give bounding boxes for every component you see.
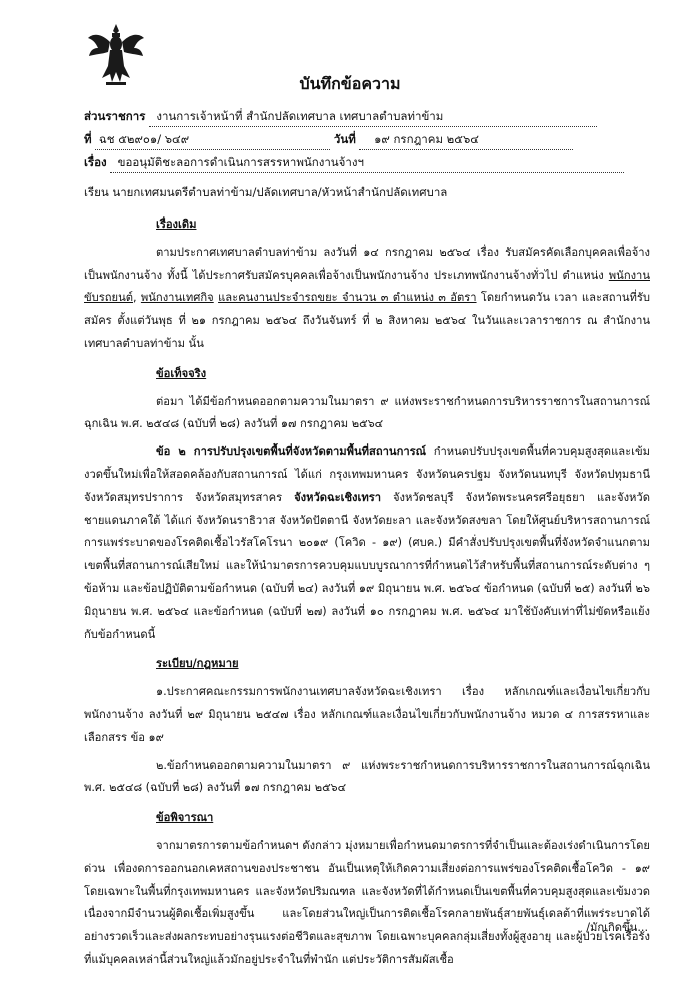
date-value: ๑๙ กรกฎาคม ๒๕๖๔	[359, 131, 573, 150]
agency-label: ส่วนราชการ	[84, 109, 146, 123]
memo-title: บันทึกข้อความ	[299, 74, 401, 93]
memo-body	[84, 207, 650, 972]
regulations-heading: ระเบียบ/กฎหมาย	[156, 657, 239, 671]
background-paragraph: ตามประกาศเทศบาลตำบลท่าข้าม ลงวันที่ ๑๔ กรกฎาคม ๒๕๖๔ เรื่อง รับสมัครคัดเลือกบุคคลเพื่อจ้างเป็นพนักงานจ้าง ทั้งนี้ ได้ประกาศรับสมัครบุคคลเพื่อจ้างเป็นพนักงานจ้าง ประเภทพนักงานจ้างทั่วไป ตำแหน่ง พนักงานขับรถยนต์, พนักงานเทศกิจ และคนงานประจำรถขยะ จำนวน ๓ ตำแหน่ง ๓ อัตรา โดยกำหนดวัน เวลา และสถานที่รับสมัคร ตั้งแต่วันพุธ ที่ ๒๑ กรกฎาคม ๒๕๖๔ ถึงวันจันทร์ ที่ ๒ สิงหาคม ๒๕๖๔ ในวันและเวลาราชการ ณ สำนักงานเทศบาลตำบลท่าข้าม นั้น	[84, 245, 650, 350]
continuation-note: /มักเกิดขึ้น...	[586, 921, 648, 934]
salutation: เรียน นายกเทศมนตรีตำบลท่าข้าม/ปลัดเทศบาล/หัวหน้าสำนักปลัดเทศบาล	[84, 185, 448, 199]
subject-label: เรื่อง	[84, 155, 107, 169]
subject-value: ขออนุมัติชะลอการดำเนินการสรรหาพนักงานจ้างฯ	[110, 154, 624, 173]
agency-line	[84, 108, 597, 127]
regulations-item-2: ๒.ข้อกำหนดออกตามความในมาตรา ๙ แห่งพระราชกำหนดการบริหารราชการในสถานการณ์ฉุกเฉิน พ.ศ. ๒๕๔๘ (ฉบับที่ ๒๘) ลงวันที่ ๑๗ กรกฎาคม ๒๕๖๔	[84, 758, 650, 795]
subject-line	[84, 154, 624, 173]
facts-paragraph-1: ต่อมา ได้มีข้อกำหนดออกตามความในมาตรา ๙ แห่งพระราชกำหนดการบริหารราชการในสถานการณ์ฉุกเฉิน พ.ศ. ๒๕๔๘ (ฉบับที่ ๒๘) ลงวันที่ ๑๗ กรกฎาคม ๒๕๖๔	[84, 394, 650, 431]
facts-heading: ข้อเท็จจริง	[156, 366, 207, 380]
background-heading: เรื่องเดิม	[156, 218, 197, 231]
doc-number-value: ฉช ๕๒๙๐๑/ ๖๔๙	[95, 131, 330, 150]
doc-number-line	[84, 131, 573, 150]
date-label: วันที่	[333, 132, 356, 146]
facts-paragraph-2: ข้อ ๒ การปรับปรุงเขตพื้นที่จังหวัดตามพื้นที่สถานการณ์ กำหนดปรับปรุงเขตพื้นที่ควบคุมสูงสุดและเข้มงวดขึ้นใหม่เพื่อให้สอดคล้องกับสถานการณ์ ได้แก่ กรุงเทพมหานคร จังหวัดนครปฐม จังหวัดนนทบุรี จังหวัดปทุมธานี จังหวัดสมุทรปราการ จังหวัดสมุทรสาคร จังหวัดฉะเชิงเทรา จังหวัดชลบุรี จังหวัดพระนครศรีอยุธยา และจังหวัดชายแดนภาคใต้ ได้แก่ จังหวัดนราธิวาส จังหวัดปัตตานี จังหวัดยะลา และจังหวัดสงขลา โดยให้ศูนย์บริหารสถานการณ์การแพร่ระบาดของโรคติดเชื้อไวรัสโคโรนา ๒๐๑๙ (โควิด - ๑๙) (ศบค.) มีคำสั่งปรับปรุงเขตพื้นที่จังหวัดจำแนกตามเขตพื้นที่สถานการณ์เสียใหม่ และให้นำมาตรการควบคุมแบบบูรณาการที่กำหนดไว้สำหรับพื้นที่สถานการณ์ระดับต่าง ๆ ข้อห้าม และข้อปฏิบัติตามข้อกำหนด (ฉบับที่ ๒๔) ลงวันที่ ๑๙ มิถุนายน พ.ศ. ๒๕๖๔ ข้อกำหนด (ฉบับที่ ๒๕) ลงวันที่ ๒๖ มิถุนายน พ.ศ. ๒๕๖๔ และข้อกำหนด (ฉบับที่ ๒๗) ลงวันที่ ๑๐ กรกฎาคม พ.ศ. ๒๕๖๔ มาใช้บังคับเท่าที่ไม่ขัดหรือแย้งกับข้อกำหนดนี้	[84, 445, 650, 641]
regulations-item-1: ๑.ประกาศคณะกรรมการพนักงานเทศบาลจังหวัดฉะเชิงเทรา เรื่อง หลักเกณฑ์และเงื่อนไขเกี่ยวกับพนักงานจ้าง ลงวันที่ ๒๙ มิถุนายน ๒๕๔๗ เรื่อง หลักเกณฑ์และเงื่อนไขเกี่ยวกับพนักงานจ้าง หมวด ๔ การสรรหาและเลือกสรร ข้อ ๑๙	[84, 685, 650, 744]
doc-number-label: ที่	[84, 132, 92, 146]
consideration-paragraph: จากมาตรการตามข้อกำหนดฯ ดังกล่าว มุ่งหมายเพื่อกำหนดมาตรการที่จำเป็นและต้องเร่งดำเนินการโดยด่วน เพื่องดการออกนอกเคหสถานของประชาชน อันเป็นเหตุให้เกิดความเสี่ยงต่อการแพร่ของโรคติดเชื้อโควิด - ๑๙ โดยเฉพาะในพื้นที่กรุงเทพมหานคร และจังหวัดปริมณฑล และจังหวัดที่ได้กำหนดเป็นเขตพื้นที่ควบคุมสูงสุดและเข้มงวด เนื่องจากมีจำนวนผู้ติดเชื้อเพิ่มสูงขึ้น และโดยส่วนใหญ่เป็นการติดเชื้อโรคกลายพันธุ์สายพันธุ์เดลต้าที่แพร่ระบาดได้อย่างรวดเร็วและส่งผลกระทบอย่างรุนแรงต่อชีวิตและสุขภาพ โดยเฉพาะบุคคลกลุ่มเสี่ยงทั้งผู้สูงอายุ และผู้ป่วยโรคเรื้อรังที่แม้บุคคลเหล่านี้ส่วนใหญ่แล้วมักอยู่ประจำในที่พำนัก แต่ประวัติการสัมผัสเชื้อ	[84, 838, 650, 966]
agency-value: งานการเจ้าหน้าที่ สำนักปลัดเทศบาล เทศบาลตำบลท่าข้าม	[149, 108, 597, 127]
consideration-heading: ข้อพิจารณา	[156, 811, 214, 825]
